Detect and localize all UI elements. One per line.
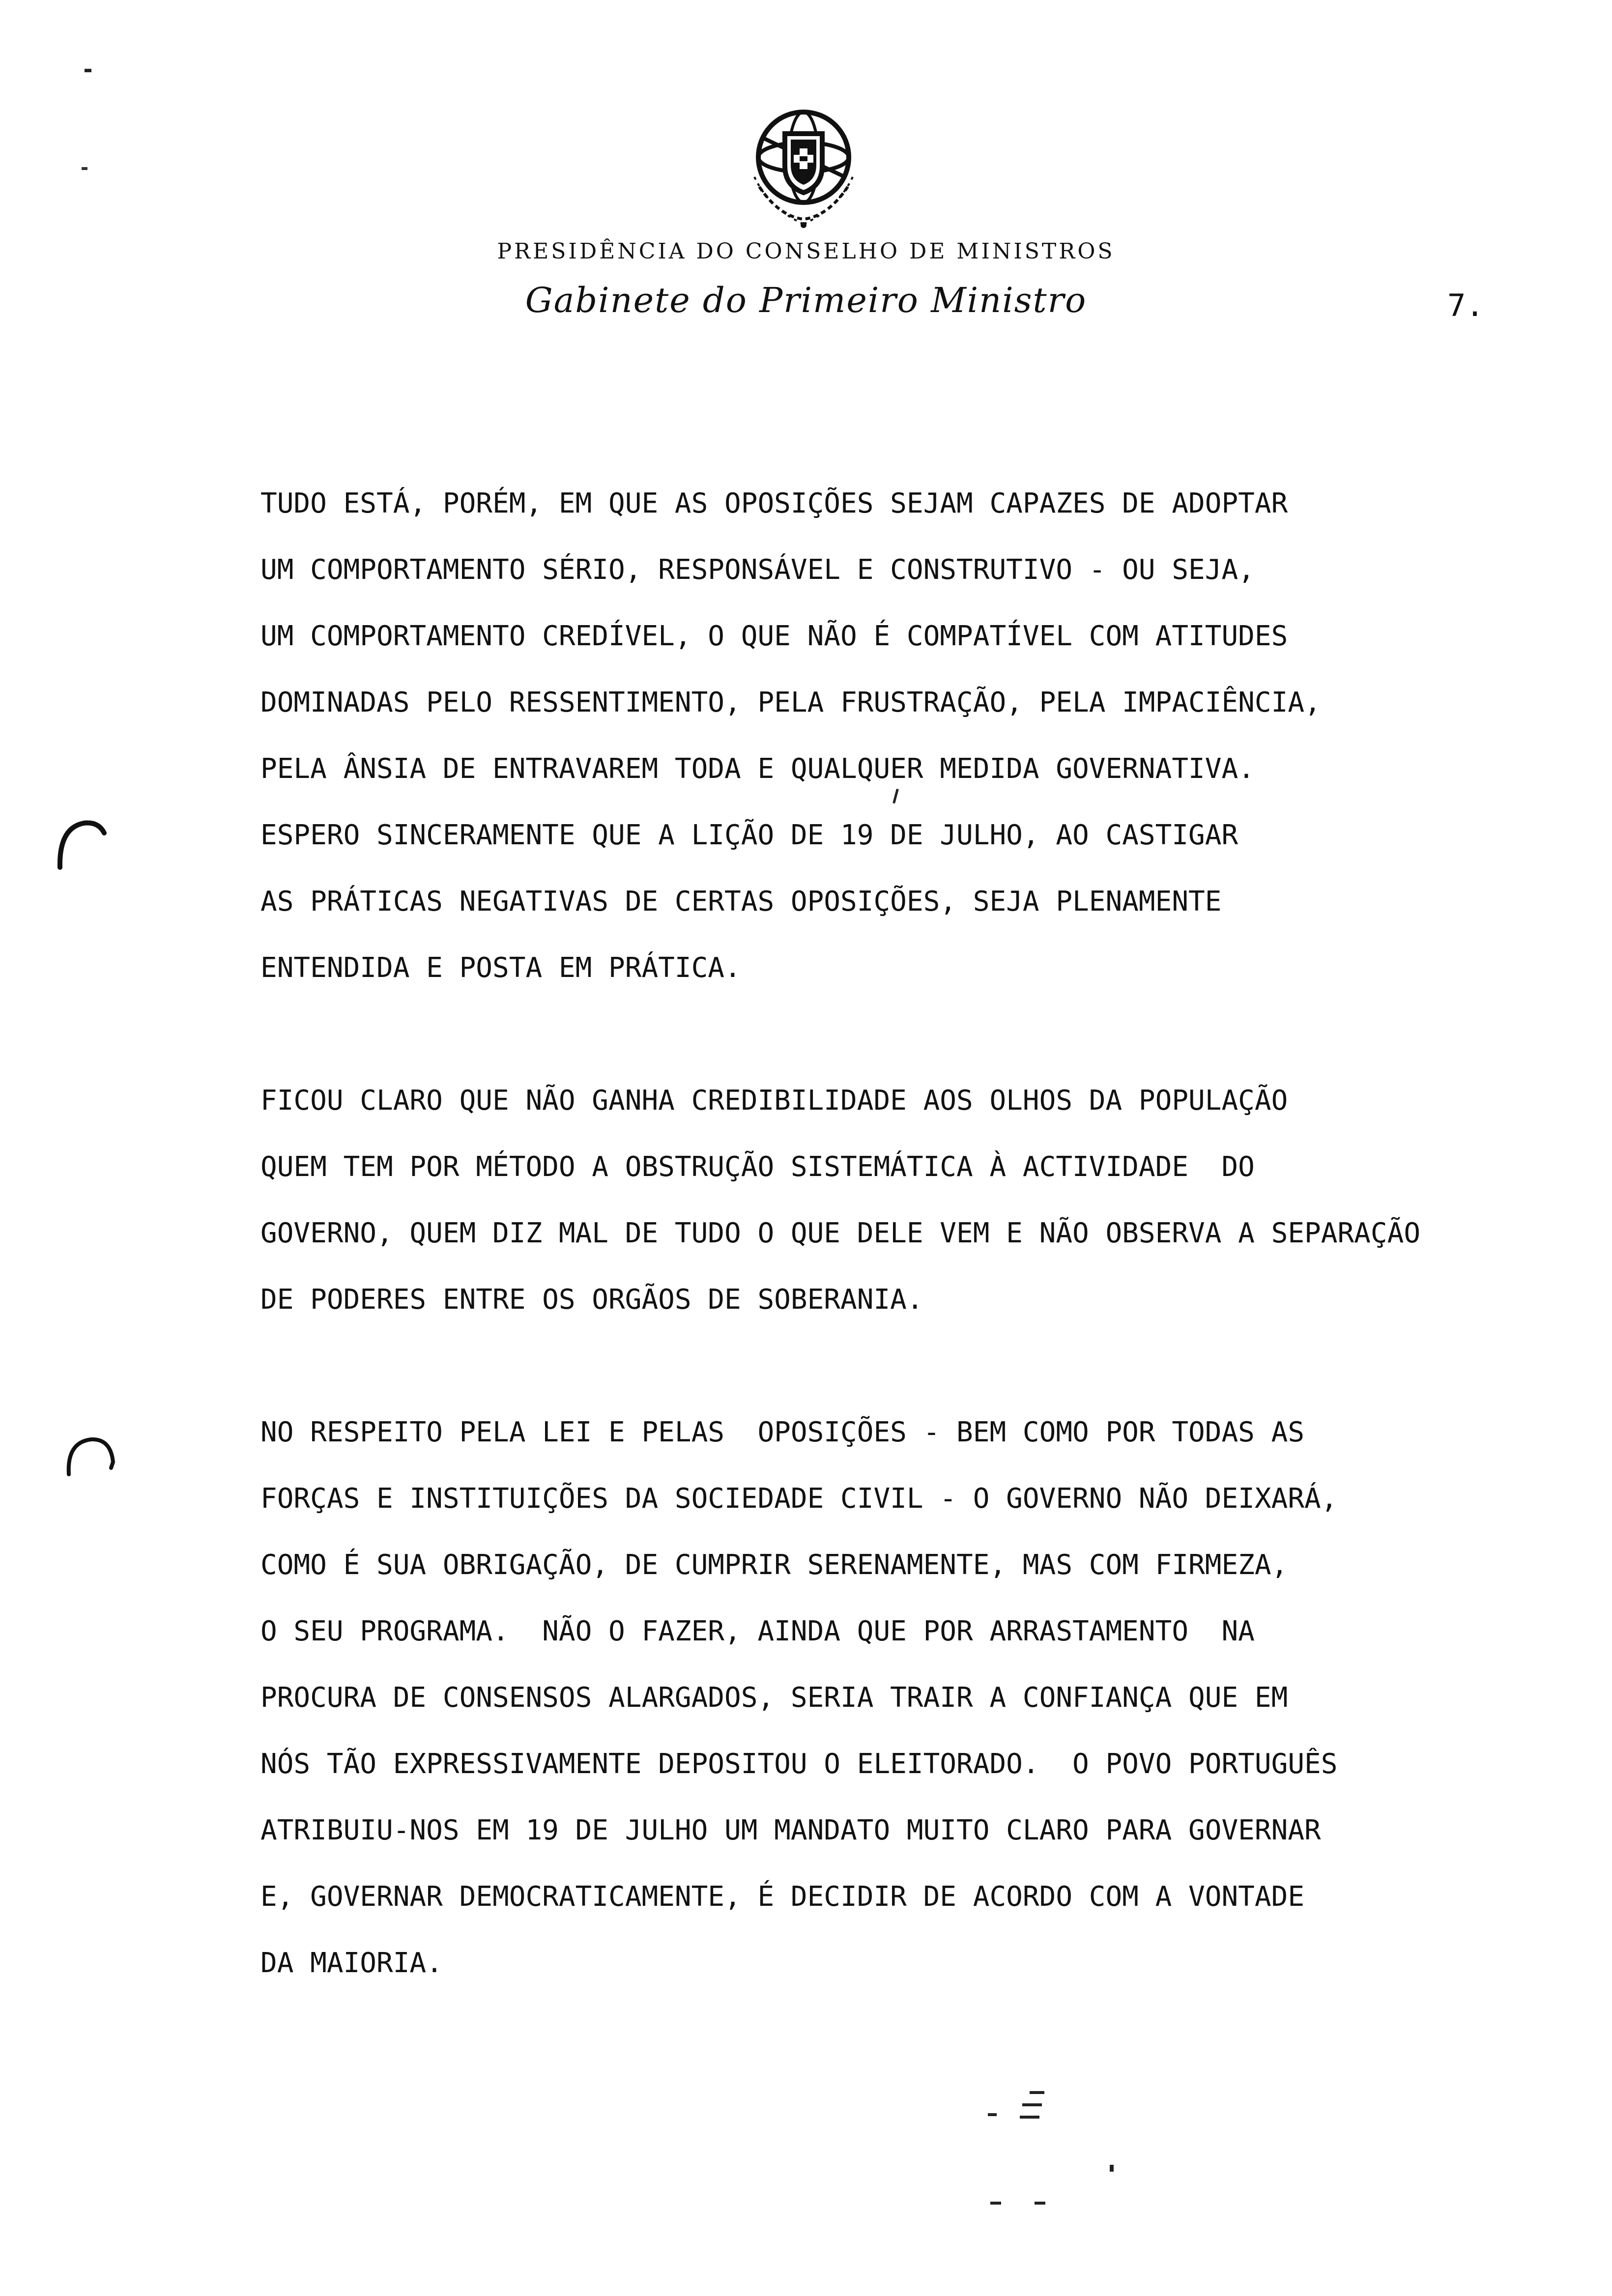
text-line: ESPERO SINCERAMENTE QUE A LIÇÃO DE 19 DE JULHO, AO CASTIGAR	[260, 819, 1238, 851]
text-line: GOVERNO, QUEM DIZ MAL DE TUDO O QUE DELE VEM E NÃO OBSERVA A SEPARAÇÃO	[260, 1217, 1421, 1249]
scan-speck	[990, 2202, 1001, 2205]
text-line: FORÇAS E INSTITUIÇÕES DA SOCIEDADE CIVIL - O GOVERNO NÃO DEIXARÁ,	[260, 1483, 1338, 1515]
text-line: COMO É SUA OBRIGAÇÃO, DE CUMPRIR SERENAMENTE, MAS COM FIRMEZA,	[260, 1549, 1288, 1581]
letter-body	[260, 484, 1578, 2076]
text-line: PELA ÂNSIA DE ENTRAVAREM TODA E QUALQUER MEDIDA GOVERNATIVA.	[260, 753, 1255, 785]
text-line: ATRIBUIU-NOS EM 19 DE JULHO UM MANDATO MUITO CLARO PARA GOVERNAR	[260, 1814, 1321, 1846]
paragraph-opposition-conduct	[260, 484, 1578, 1015]
scan-speck	[1020, 2116, 1039, 2119]
text-line: UM COMPORTAMENTO SÉRIO, RESPONSÁVEL E CONSTRUTIVO - OU SEJA,	[260, 554, 1255, 586]
text-line: NO RESPEITO PELA LEI E PELAS OPOSIÇÕES - BEM COMO POR TODAS AS	[260, 1416, 1305, 1448]
scan-speck	[85, 69, 91, 72]
paragraph-government-program	[260, 1413, 1578, 2010]
text-line: FICOU CLARO QUE NÃO GANHA CREDIBILIDADE AOS OLHOS DA POPULAÇÃO	[260, 1085, 1288, 1117]
text-line: QUEM TEM POR MÉTODO A OBSTRUÇÃO SISTEMÁTICA À ACTIVIDADE DO	[260, 1151, 1255, 1183]
text-line: TUDO ESTÁ, PORÉM, EM QUE AS OPOSIÇÕES SEJAM CAPAZES DE ADOPTAR	[260, 488, 1288, 519]
coat-of-arms-seal-icon	[740, 103, 867, 231]
scan-speck	[1035, 2202, 1045, 2205]
scan-speck	[988, 2113, 997, 2116]
text-line: UM COMPORTAMENTO CREDÍVEL, O QUE NÃO É COMPATÍVEL COM ATITUDES	[260, 620, 1288, 652]
text-line: NÓS TÃO EXPRESSIVAMENTE DEPOSITOU O ELEITORADO. O POVO PORTUGUÊS	[260, 1748, 1338, 1780]
scan-speck	[82, 167, 87, 170]
text-line: PROCURA DE CONSENSOS ALARGADOS, SERIA TRAIR A CONFIANÇA QUE EM	[260, 1682, 1288, 1714]
paragraph-credibility	[260, 1081, 1578, 1347]
cabinet-handwritten-heading: Gabinete do Primeiro Ministro	[525, 280, 1087, 320]
office-title: PRESIDÊNCIA DO CONSELHO DE MINISTROS	[497, 239, 1115, 264]
punch-hole-arc-icon	[64, 1433, 118, 1492]
scan-speck	[1022, 2103, 1042, 2106]
scan-speck	[1030, 2091, 1044, 2094]
page-number: 7.	[1447, 287, 1484, 323]
scan-speck	[1110, 2165, 1114, 2172]
text-line: E, GOVERNAR DEMOCRATICAMENTE, É DECIDIR DE ACORDO COM A VONTADE	[260, 1881, 1305, 1913]
text-line: AS PRÁTICAS NEGATIVAS DE CERTAS OPOSIÇÕES, SEJA PLENAMENTE	[260, 886, 1222, 918]
text-line: O SEU PROGRAMA. NÃO O FAZER, AINDA QUE POR ARRASTAMENTO NA	[260, 1615, 1255, 1647]
text-line: DOMINADAS PELO RESSENTIMENTO, PELA FRUSTRAÇÃO, PELA IMPACIÊNCIA,	[260, 687, 1321, 718]
text-line: DA MAIORIA.	[260, 1947, 443, 1979]
text-line: DE PODERES ENTRE OS ORGÃOS DE SOBERANIA.	[260, 1284, 923, 1316]
punch-hole-arc-icon	[54, 813, 108, 872]
text-line: ENTENDIDA E POSTA EM PRÁTICA.	[260, 952, 741, 984]
